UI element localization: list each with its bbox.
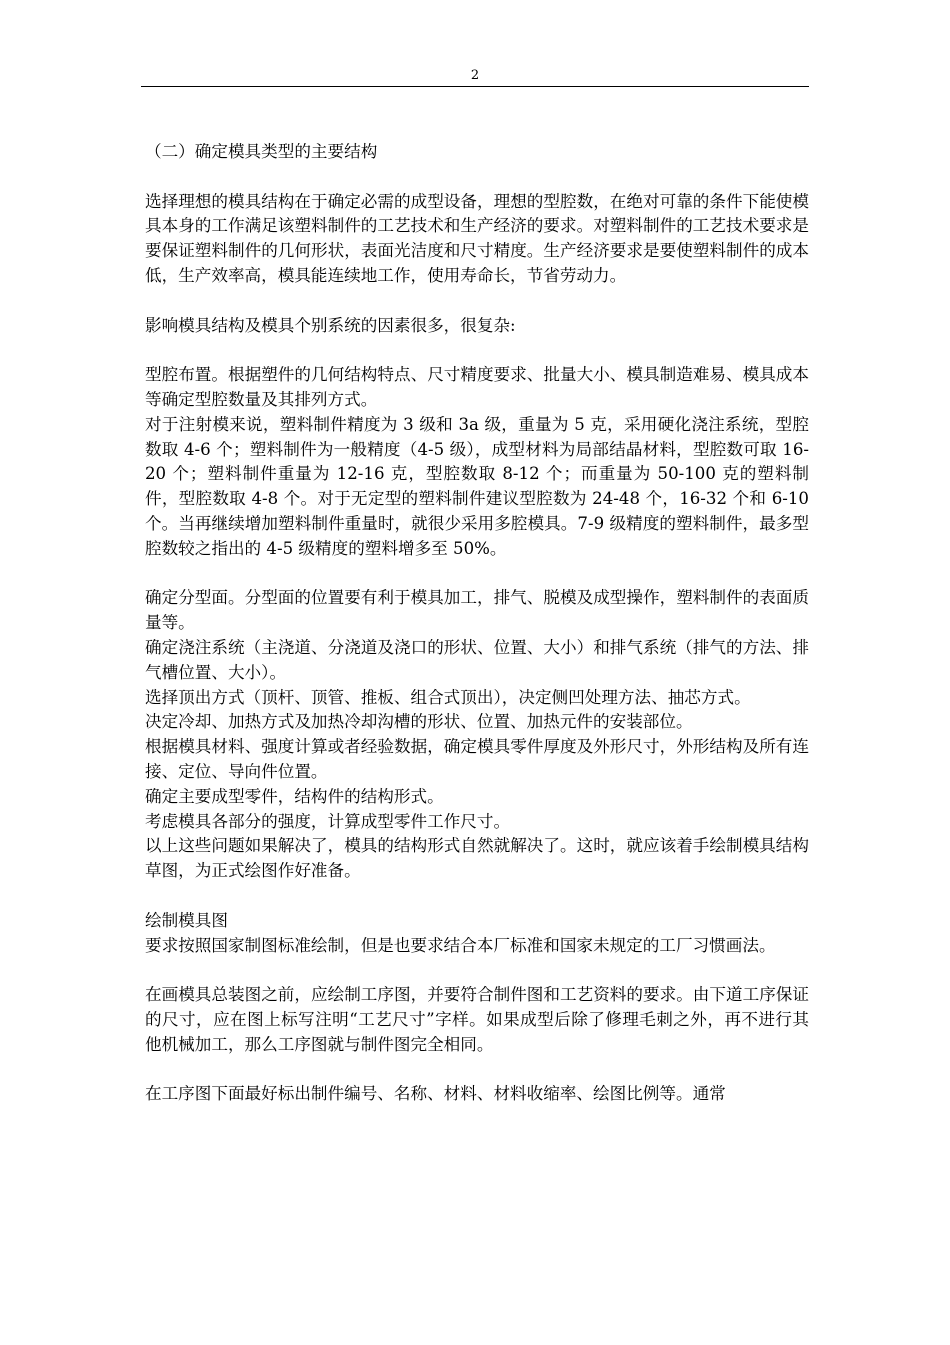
page-number: 2 (470, 68, 480, 83)
page-header (141, 68, 809, 87)
paragraph-structure-sketch: 以上这些问题如果解决了，模具的结构形式自然就解决了。这时，就应该着手绘制模具结构草图，为正式绘图作好准备。 (145, 836, 809, 881)
paragraph-spacer (145, 165, 809, 190)
paragraph-mold-structure-intro: 选择理想的模具结构在于确定必需的成型设备，理想的型腔数，在绝对可靠的条件下能使模具本身的工作满足该塑料制件的工艺技术和生产经济的要求。对塑料制件的工艺技术要求是要保证塑料制件的几何形状，表面光洁度和尺寸精度。生产经济要求是要使塑料制件的成本低，生产效率高，模具能连续地工作，使用寿命长，节省劳动力。 (145, 191, 809, 285)
paragraph-spacer (145, 289, 809, 314)
paragraph-drawing-standards: 要求按照国家制图标准绘制，但是也要求结合本厂标准和国家未规定的工厂习惯画法。 (145, 935, 776, 955)
paragraph-ejection-method: 选择顶出方式（顶杆、顶管、推板、组合式顶出），决定侧凹处理方法、抽芯方式。 (145, 687, 751, 707)
paragraph-spacer (145, 1057, 809, 1082)
subheading-draw-mold-drawing: 绘制模具图 (145, 910, 228, 930)
section-heading: （二）确定模具类型的主要结构 (145, 142, 378, 161)
paragraph-cavity-layout: 型腔布置。根据塑件的几何结构特点、尺寸精度要求、批量大小、模具制造难易、模具成本等确定型腔数量及其排列方式。 (145, 365, 809, 409)
paragraph-spacer (145, 958, 809, 983)
paragraph-cooling-heating: 决定冷却、加热方式及加热冷却沟槽的形状、位置、加热元件的安装部位。 (145, 712, 693, 732)
paragraph-part-dimensions: 根据模具材料、强度计算或者经验数据，确定模具零件厚度及外形尺寸，外形结构及所有连接、定位、导向件位置。 (145, 737, 809, 781)
paragraph-process-drawing-labels: 在工序图下面最好标出制件编号、名称、材料、材料收缩率、绘图比例等。通常 (145, 1084, 726, 1104)
paragraph-spacer (145, 884, 809, 909)
paragraph-process-drawing: 在画模具总装图之前，应绘制工序图，并要符合制件图和工艺资料的要求。由下道工序保证的尺寸，应在图上标写注明“工艺尺寸”字样。如果成型后除了修理毛刺之外，再不进行其他机械加工，那么工序图就与制件图完全相同。 (145, 985, 809, 1054)
paragraph-strength-calculation: 考虑模具各部分的强度，计算成型零件工作尺寸。 (145, 811, 511, 831)
document-body (145, 140, 809, 1107)
paragraph-main-parts: 确定主要成型零件，结构件的结构形式。 (145, 786, 444, 806)
paragraph-influencing-factors: 影响模具结构及模具个别系统的因素很多，很复杂: (145, 315, 516, 335)
paragraph-parting-surface: 确定分型面。分型面的位置要有利于模具加工，排气、脱模及成型操作，塑料制件的表面质量等。 (145, 588, 809, 633)
paragraph-spacer (145, 562, 809, 587)
paragraph-gating-system: 确定浇注系统（主浇道、分浇道及浇口的形状、位置、大小）和排气系统（排气的方法、排气槽位置、大小）。 (145, 637, 809, 682)
paragraph-cavity-count: 对于注射模来说，塑料制件精度为 3 级和 3a 级，重量为 5 克，采用硬化浇注系统，型腔数取 4-6 个；塑料制件为一般精度（4-5 级），成型材料为局部结晶材料，型腔数可取 16-20 个；塑料制件重量为 12-16 克，型腔数取 8-12 个；而重量为 50-100 克的塑料制件，型腔数取 4-8 个。对于无定型的塑料制件建议型腔数为 24-48 个，16-32 个和 6-10 个。当再继续增加塑料制件重量时，就很少采用多腔模具。7-9 级精度的塑料制件，最多型腔数较之指出的 4-5 级精度的塑料增多至 50%。 (145, 414, 809, 558)
paragraph-spacer (145, 338, 809, 363)
